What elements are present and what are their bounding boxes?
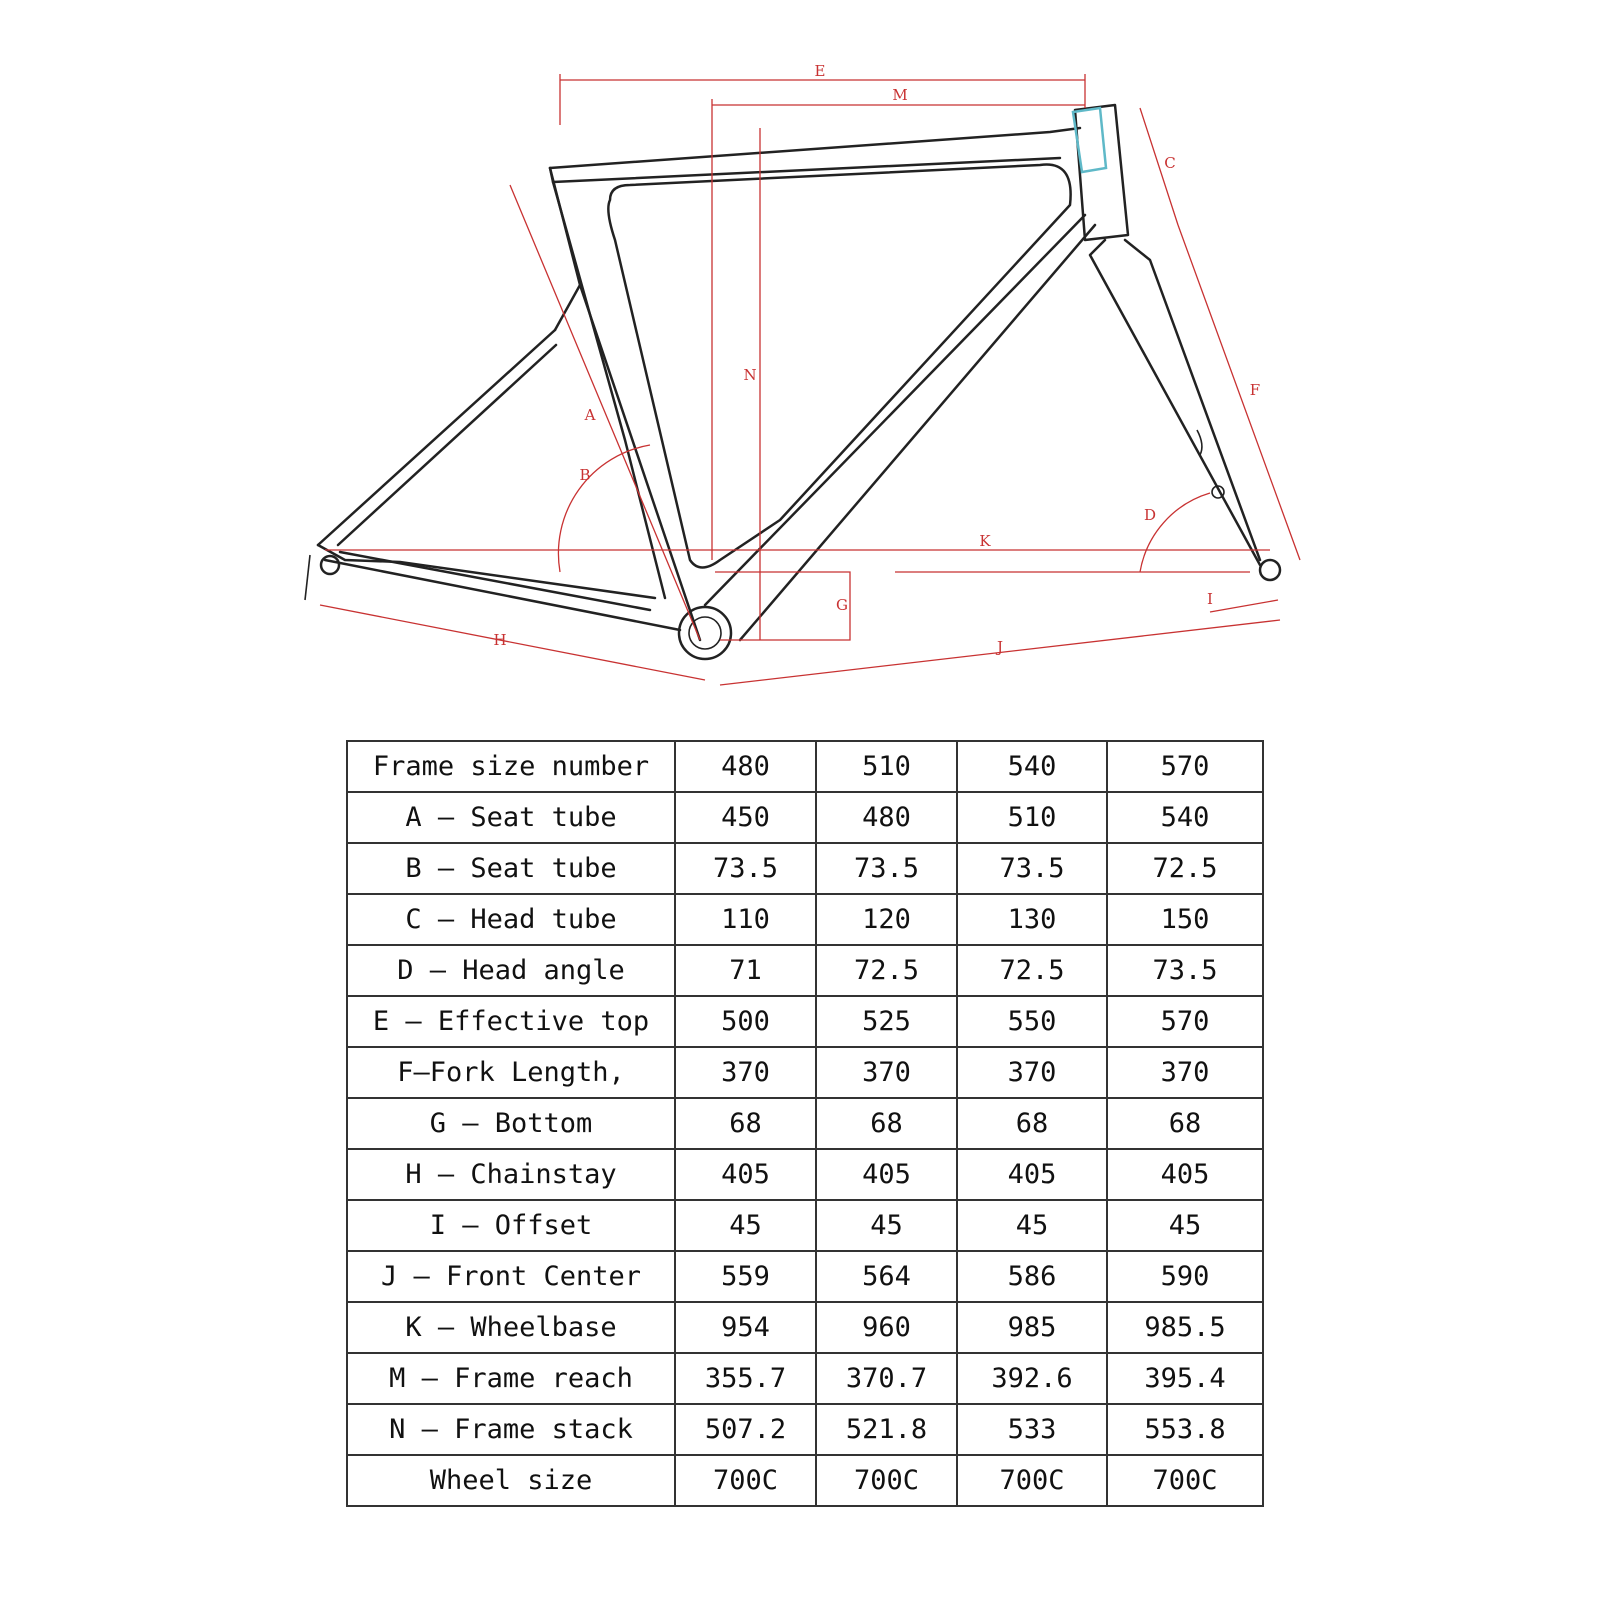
dim-letter-H: H — [493, 631, 507, 649]
table-cell-value: 120 — [816, 894, 957, 945]
table-cell-value: 73.5 — [957, 843, 1107, 894]
table-cell-label: Wheel size — [347, 1455, 675, 1506]
table-cell-value: 564 — [816, 1251, 957, 1302]
table-row — [347, 996, 1263, 1047]
dim-letter-K: K — [979, 532, 991, 550]
table-row — [347, 1200, 1263, 1251]
dim-letter-F: F — [1249, 381, 1261, 399]
dim-letter-D: D — [1143, 506, 1157, 524]
table-cell-value: 540 — [1107, 792, 1263, 843]
table-cell-value: 73.5 — [1107, 945, 1263, 996]
table-cell-label: F—Fork Length, — [347, 1047, 675, 1098]
table-cell-value: 559 — [675, 1251, 816, 1302]
table-cell-value: 355.7 — [675, 1353, 816, 1404]
table-cell-value: 45 — [1107, 1200, 1263, 1251]
table-cell-label: J — Front Center — [347, 1251, 675, 1302]
table-cell-value: 521.8 — [816, 1404, 957, 1455]
table-cell-value: 72.5 — [816, 945, 957, 996]
table-cell-value: 45 — [816, 1200, 957, 1251]
dim-letter-G: G — [836, 596, 848, 614]
table-cell-value: 68 — [1107, 1098, 1263, 1149]
table-cell-label: D — Head angle — [347, 945, 675, 996]
table-cell-label: B — Seat tube — [347, 843, 675, 894]
table-cell-value: 480 — [675, 741, 816, 792]
table-cell-value: 73.5 — [816, 843, 957, 894]
table-cell-value: 700C — [675, 1455, 816, 1506]
dim-letter-J: J — [996, 638, 1004, 656]
table-cell-value: 405 — [957, 1149, 1107, 1200]
table-cell-value: 586 — [957, 1251, 1107, 1302]
table-cell-value: 150 — [1107, 894, 1263, 945]
table-cell-value: 700C — [816, 1455, 957, 1506]
table-cell-label: K — Wheelbase — [347, 1302, 675, 1353]
table-row — [347, 1404, 1263, 1455]
table-row — [347, 1047, 1263, 1098]
dimension-labels — [493, 62, 1260, 656]
table-row — [347, 894, 1263, 945]
table-cell-value: 700C — [957, 1455, 1107, 1506]
table-cell-label: E — Effective top — [347, 996, 675, 1047]
table-cell-value: 500 — [675, 996, 816, 1047]
table-row — [347, 792, 1263, 843]
table-cell-value: 68 — [816, 1098, 957, 1149]
table-cell-value: 985.5 — [1107, 1302, 1263, 1353]
table-cell-value: 395.4 — [1107, 1353, 1263, 1404]
table-cell-value: 370.7 — [816, 1353, 957, 1404]
table-cell-value: 480 — [816, 792, 957, 843]
table-cell-label: C — Head tube — [347, 894, 675, 945]
table-cell-value: 510 — [816, 741, 957, 792]
table-cell-value: 370 — [1107, 1047, 1263, 1098]
table-cell-value: 72.5 — [957, 945, 1107, 996]
table-cell-label: M — Frame reach — [347, 1353, 675, 1404]
table-cell-label: A — Seat tube — [347, 792, 675, 843]
table-cell-value: 590 — [1107, 1251, 1263, 1302]
table-cell-value: 72.5 — [1107, 843, 1263, 894]
frame-geometry-diagram — [0, 0, 1600, 720]
table-row — [347, 1098, 1263, 1149]
table-cell-value: 960 — [816, 1302, 957, 1353]
table-cell-value: 370 — [816, 1047, 957, 1098]
table-cell-value: 405 — [675, 1149, 816, 1200]
table-cell-value: 392.6 — [957, 1353, 1107, 1404]
table-cell-value: 954 — [675, 1302, 816, 1353]
dim-letter-E: E — [814, 62, 826, 80]
table-cell-value: 570 — [1107, 741, 1263, 792]
dimension-lines — [320, 74, 1300, 685]
frame-outline — [305, 105, 1280, 659]
table-header-row — [347, 741, 1263, 792]
table-cell-label: N — Frame stack — [347, 1404, 675, 1455]
table-cell-value: 405 — [816, 1149, 957, 1200]
table-cell-label: H — Chainstay — [347, 1149, 675, 1200]
table-cell-value: 533 — [957, 1404, 1107, 1455]
table-cell-value: 570 — [1107, 996, 1263, 1047]
table-cell-value: 525 — [816, 996, 957, 1047]
table-cell-value: 450 — [675, 792, 816, 843]
table-cell-value: 405 — [1107, 1149, 1263, 1200]
table-row — [347, 1149, 1263, 1200]
table-cell-value: 71 — [675, 945, 816, 996]
dim-letter-C: C — [1164, 154, 1176, 172]
table-cell-value: 110 — [675, 894, 816, 945]
dim-letter-N: N — [743, 366, 757, 384]
table-cell-label: G — Bottom — [347, 1098, 675, 1149]
table-cell-value: 985 — [957, 1302, 1107, 1353]
table-cell-value: 370 — [675, 1047, 816, 1098]
table-row — [347, 1302, 1263, 1353]
table-row — [347, 1353, 1263, 1404]
table-cell-label: I — Offset — [347, 1200, 675, 1251]
table-cell-value: 507.2 — [675, 1404, 816, 1455]
dim-letter-A: A — [584, 406, 596, 424]
dim-letter-B: B — [579, 466, 591, 484]
dim-letter-I: I — [1207, 590, 1213, 608]
table-cell-value: 550 — [957, 996, 1107, 1047]
table-cell-value: 510 — [957, 792, 1107, 843]
table-cell-value: 45 — [675, 1200, 816, 1251]
table-cell-value: 73.5 — [675, 843, 816, 894]
table-cell-value: 130 — [957, 894, 1107, 945]
table-row — [347, 1251, 1263, 1302]
table-cell-value: 370 — [957, 1047, 1107, 1098]
table-cell-value: 700C — [1107, 1455, 1263, 1506]
table-row — [347, 1455, 1263, 1506]
dim-letter-M: M — [892, 86, 908, 104]
table-cell-value: 553.8 — [1107, 1404, 1263, 1455]
table-cell-label: Frame size number — [347, 741, 675, 792]
table-cell-value: 68 — [957, 1098, 1107, 1149]
table-cell-value: 68 — [675, 1098, 816, 1149]
geometry-spec-table — [346, 740, 1264, 1507]
table-row — [347, 945, 1263, 996]
table-cell-value: 540 — [957, 741, 1107, 792]
table-row — [347, 843, 1263, 894]
table-cell-value: 45 — [957, 1200, 1107, 1251]
